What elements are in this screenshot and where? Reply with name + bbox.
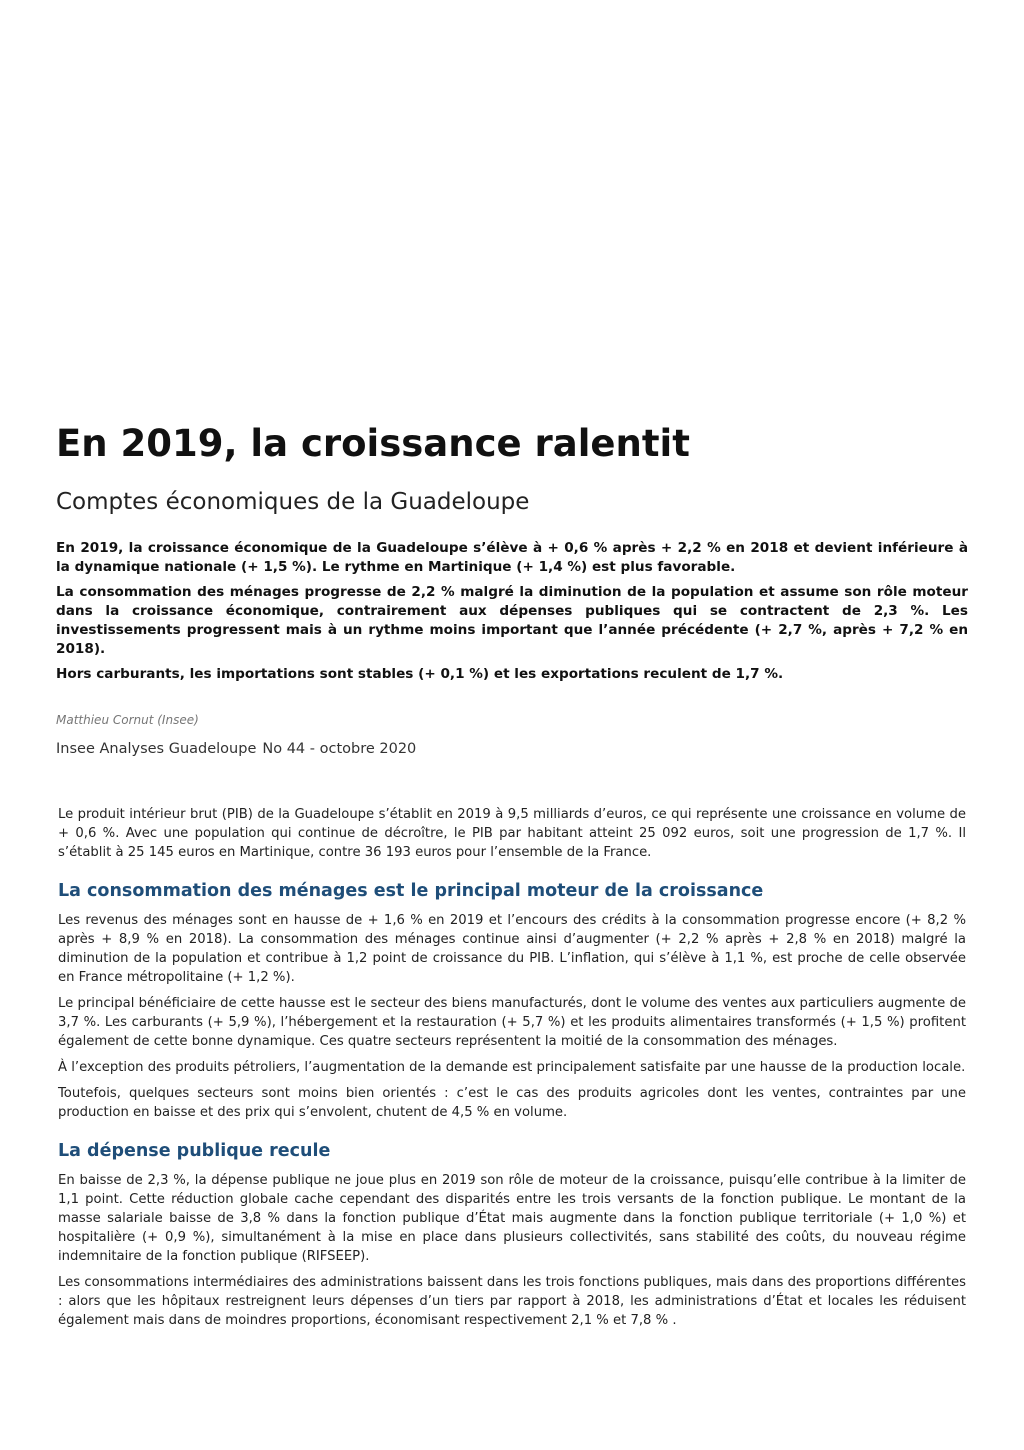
- summary-paragraph: En 2019, la croissance économique de la Guadeloupe s’élève à + 0,6 % après + 2,2 % en 2018 et devient inférieure à la dynamique nationale (+ 1,5 %). Le rythme en Martinique (+ 1,4 %) est plus favorable.: [56, 540, 968, 575]
- summary-paragraph: La consommation des ménages progresse de 2,2 % malgré la diminution de la population et assume son rôle moteur dans la croissance économique, contrairement aux dépenses publiques qui se contractent de 2,3 %. Les investissements progressent mais à un rythme moins important que l’année précédente (+ 2,7 %, après + 7,2 % en 2018).: [56, 584, 968, 657]
- intro-paragraph: Le produit intérieur brut (PIB) de la Guadeloupe s’établit en 2019 à 9,5 milliards d’euros, ce qui représente une croissance en volume de + 0,6 %. Avec une population qui continue de décroître, le PIB par habitant atteint 25 092 euros, soit une progression de 1,7 %. Il s’établit à 25 145 euros en Martinique, contre 36 193 euros pour l’ensemble de la France.: [58, 807, 966, 860]
- body-paragraph: Les revenus des ménages sont en hausse de + 1,6 % en 2019 et l’encours des crédits à la consommation progresse encore (+ 8,2 % après + 8,9 % en 2018). La consommation des ménages continue ainsi d’augmenter (+ 2,2 % après + 2,8 % en 2018) malgré la diminution de la population et contribue à 1,2 point de croissance du PIB. L’inflation, qui s’élève à 1,1 %, est proche de celle observée en France métropolitaine (+ 1,2 %).: [58, 913, 966, 985]
- article-body: [58, 805, 966, 1337]
- publication-number: No 44 - octobre 2020: [262, 741, 417, 757]
- page-title: En 2019, la croissance ralentit: [56, 422, 690, 465]
- section-heading: La consommation des ménages est le principal moteur de la croissance: [58, 881, 764, 901]
- section-heading: La dépense publique recule: [58, 1141, 331, 1161]
- body-paragraph: Le principal bénéficiaire de cette hausse est le secteur des biens manufacturés, dont le volume des ventes aux particuliers augmente de 3,7 %. Les carburants (+ 5,9 %), l’hébergement et la restauration (+ 5,7 %) et les produits alimentaires transformés (+ 1,5 %) profitent également de cette bonne dynamique. Ces quatre secteurs représentent la moitié de la consommation des ménages.: [58, 996, 966, 1049]
- publication-series: Insee Analyses Guadeloupe: [56, 741, 257, 757]
- body-paragraph: À l’exception des produits pétroliers, l’augmentation de la demande est principalement satisfaite par une hausse de la production locale.: [58, 1060, 966, 1075]
- page-subtitle: Comptes économiques de la Guadeloupe: [56, 489, 530, 515]
- body-paragraph: Les consommations intermédiaires des administrations baissent dans les trois fonctions publiques, mais dans des proportions différentes : alors que les hôpitaux restreignent leurs dépenses d’un tiers par rapport à 2018, les administrations d’État et locales les réduisent également mais dans de moindres proportions, économisant respectivement 2,1 % et 7,8 % .: [58, 1275, 966, 1328]
- body-paragraph: En baisse de 2,3 %, la dépense publique ne joue plus en 2019 son rôle de moteur de la croissance, puisqu’elle contribue à la limiter de 1,1 point. Cette réduction globale cache cependant des disparités entre les trois versants de la fonction publique. Le montant de la masse salariale baisse de 3,8 % dans la fonction publique d’État mais augmente dans la fonction publique territoriale (+ 1,0 %) et hospitalière (+ 0,9 %), simultanément à la mise en place dans plusieurs collectivités, sans stabilité des coûts, du nouveau régime indemnitaire de la fonction publique (RIFSEEP).: [58, 1173, 966, 1264]
- section-depense-publique: [58, 1139, 966, 1330]
- author-line: Matthieu Cornut (Insee): [56, 713, 199, 727]
- body-paragraph: Toutefois, quelques secteurs sont moins bien orientés : c’est le cas des produits agricoles dont les ventes, contraintes par une production en baisse et des prix qui s’envolent, chutent de 4,5 % en volume.: [58, 1086, 966, 1120]
- section-consommation: [58, 879, 966, 1122]
- publication-line: [56, 739, 416, 759]
- summary-block: [56, 539, 968, 690]
- summary-paragraph: Hors carburants, les importations sont stables (+ 0,1 %) et les exportations reculent de 1,7 %.: [56, 666, 784, 682]
